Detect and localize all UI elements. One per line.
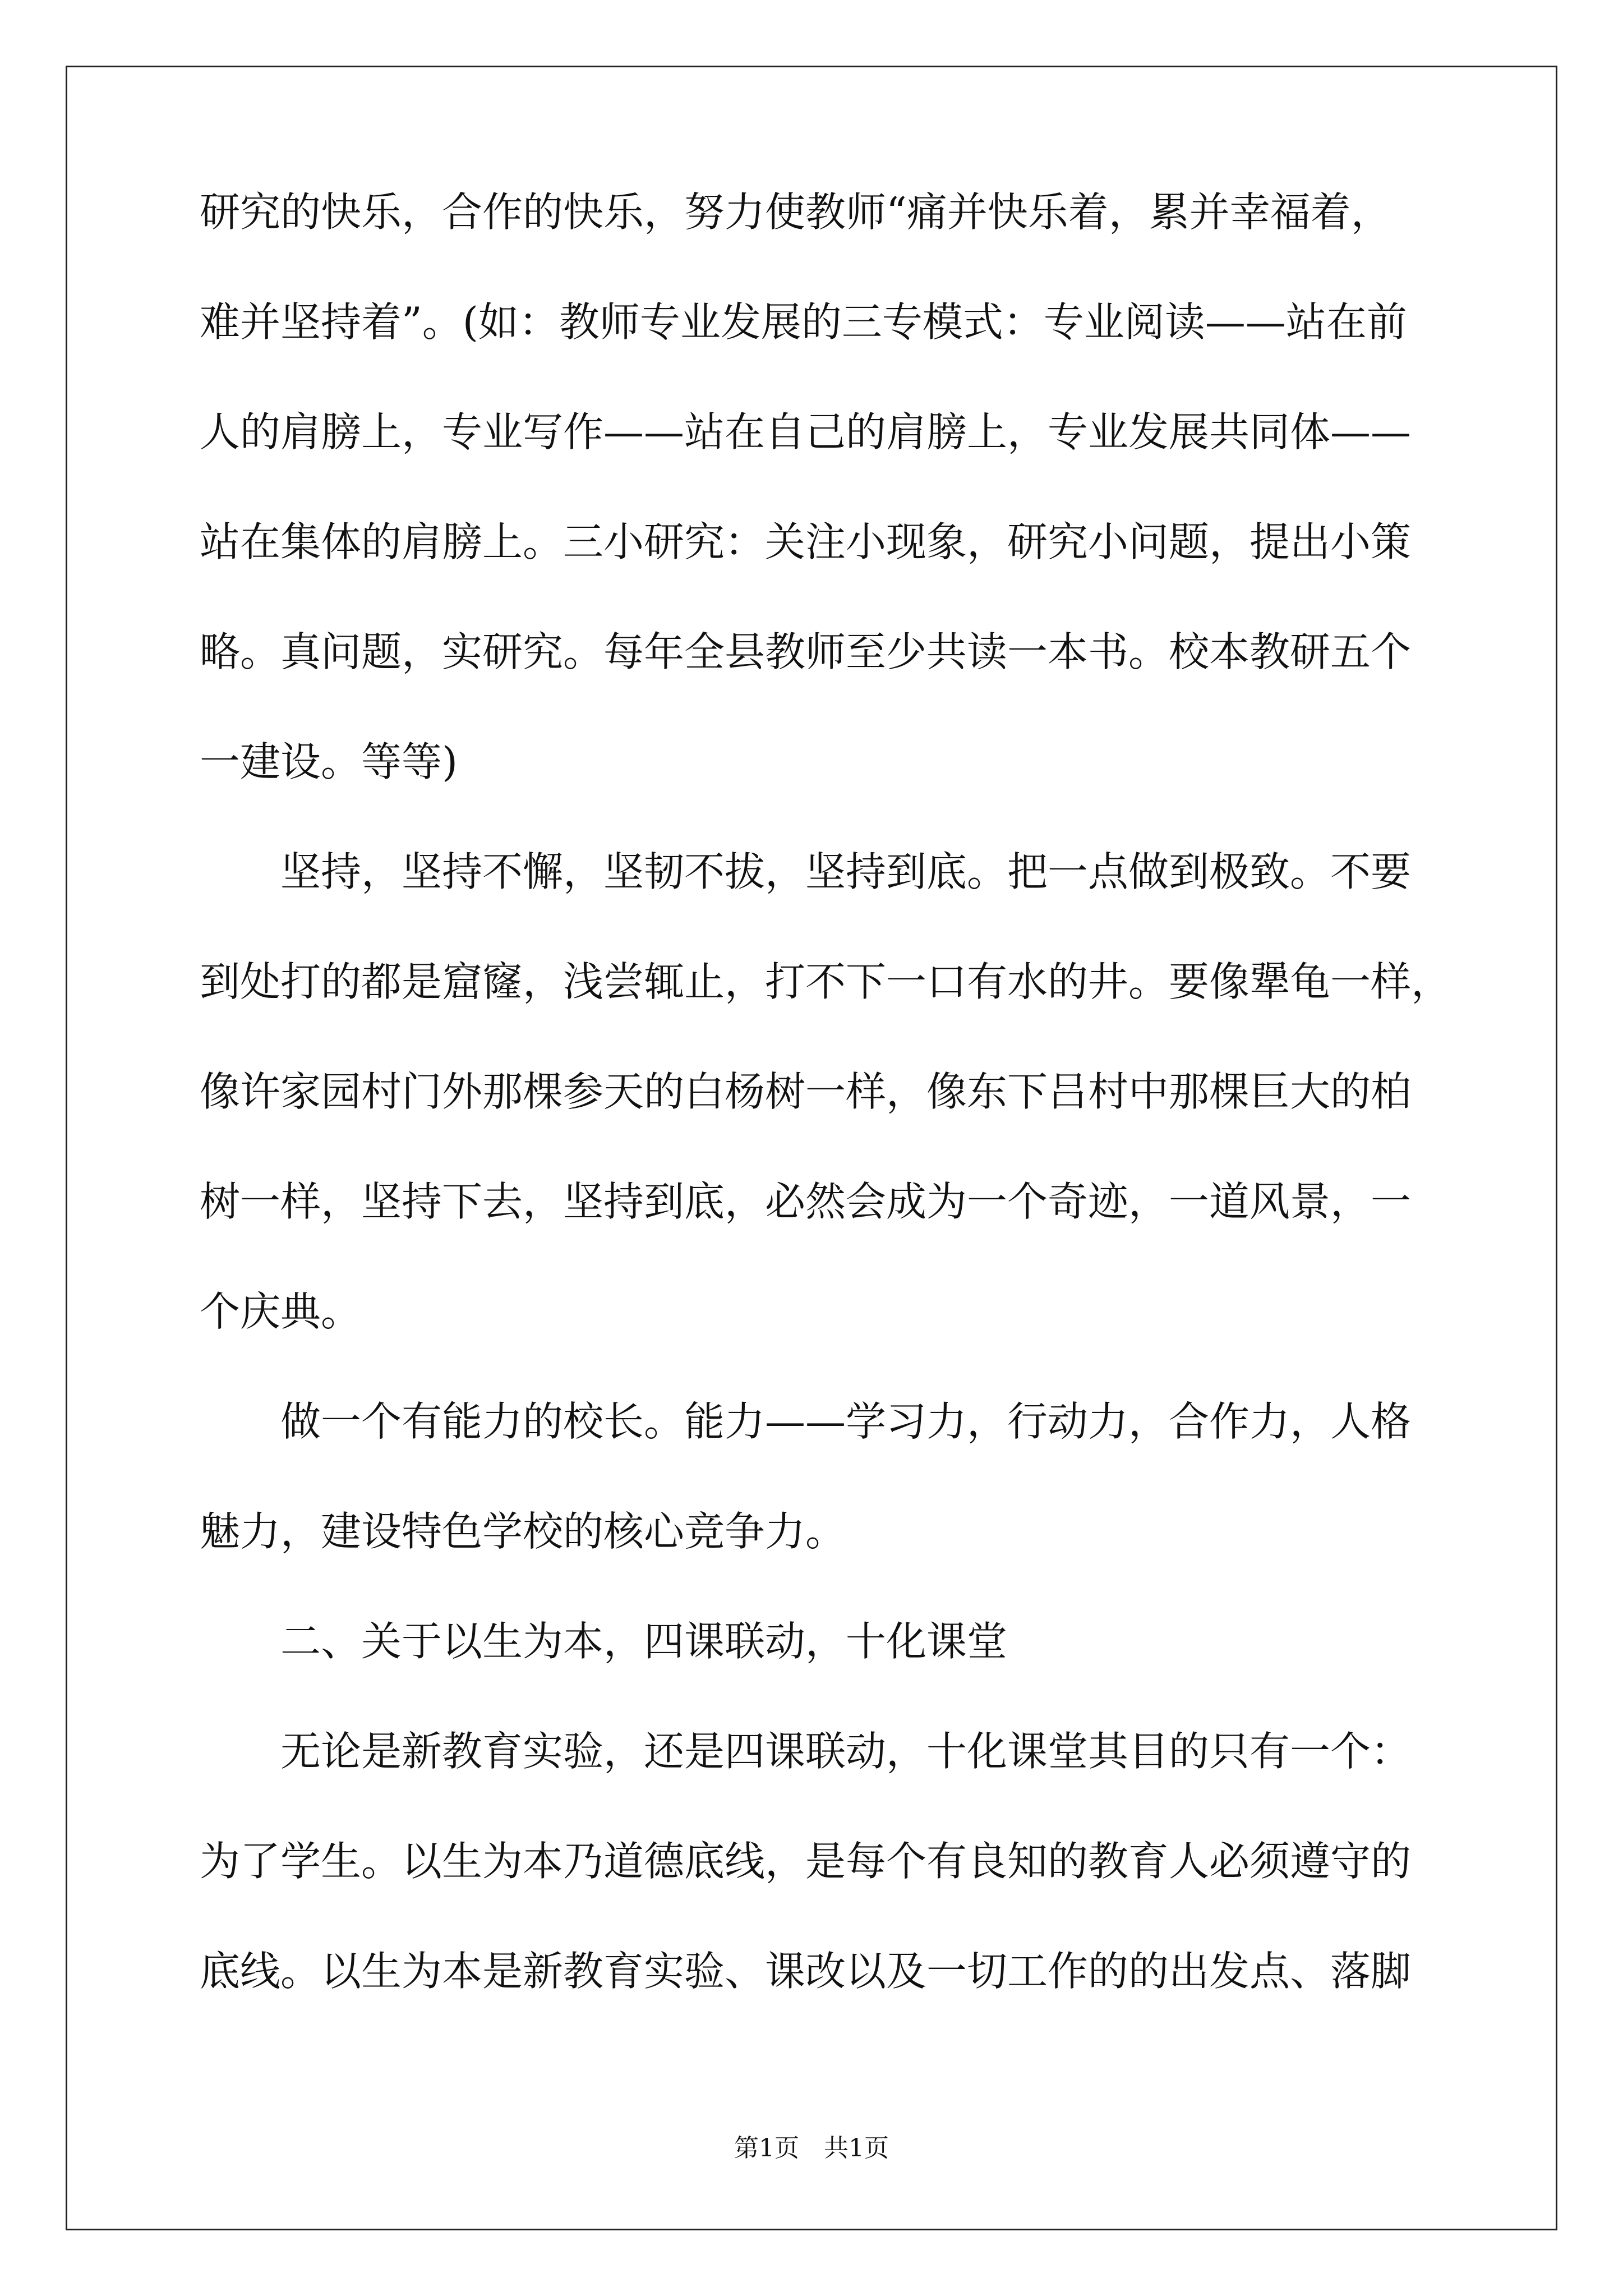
text-line: 一建设。等等): [200, 738, 458, 785]
text-line: 树一样，坚持下去，坚持到底，必然会成为一个奇迹，一道风景，一: [200, 1178, 1412, 1225]
text-line: 略。真问题，实研究。每年全县教师至少共读一本书。校本教研五个: [200, 628, 1412, 675]
paragraph-start-line: 坚持，坚持不懈，坚韧不拔，坚持到底。把一点做到极致。不要: [280, 848, 1412, 895]
text-line: 底线。以生为本是新教育实验、课改以及一切工作的的出发点、落脚: [200, 1948, 1412, 1995]
text-line: 像许家园村门外那棵参天的白杨树一样，像东下吕村中那棵巨大的柏: [200, 1068, 1412, 1115]
text-line: 难并坚持着”。(如：教师专业发展的三专模式：专业阅读——站在前: [200, 298, 1407, 346]
text-line: 研究的快乐，合作的快乐，努力使教师“痛并快乐着，累并幸福着，: [200, 188, 1391, 236]
paragraph-start-line: 做一个有能力的校长。能力——学习力，行动力，合作力，人格: [280, 1398, 1412, 1445]
page-footer: 第1页 共1页: [734, 2134, 889, 2162]
text-line: 魅力，建设特色学校的核心竞争力。: [200, 1508, 846, 1555]
text-line: 人的肩膀上，专业写作——站在自己的肩膀上，专业发展共同体——: [200, 408, 1412, 455]
text-line: 到处打的都是窟窿，浅尝辄止，打不下一口有水的井。要像犟龟一样，: [200, 958, 1452, 1005]
text-line: 站在集体的肩膀上。三小研究：关注小现象，研究小问题，提出小策: [200, 518, 1412, 565]
paragraph-start-line: 无论是新教育实验，还是四课联动，十化课堂其目的只有一个：: [280, 1728, 1412, 1775]
text-line: 个庆典。: [200, 1288, 362, 1335]
section-heading: 二、关于以生为本，四课联动，十化课堂: [280, 1618, 1008, 1665]
page-border: [66, 66, 1557, 2230]
text-line: 为了学生。以生为本乃道德底线，是每个有良知的教育人必须遵守的: [200, 1838, 1412, 1885]
